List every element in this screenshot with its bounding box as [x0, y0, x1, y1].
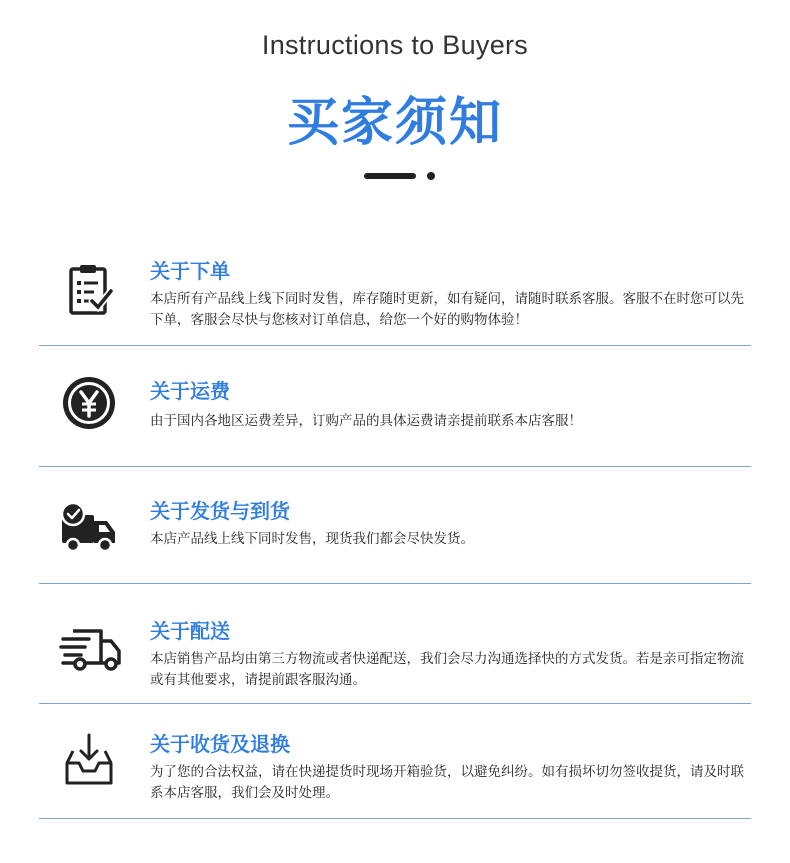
section-title: 关于运费: [150, 379, 230, 403]
chinese-title: 买家须知: [286, 93, 503, 153]
section-receiving-returns: [39, 722, 751, 818]
section-ordering: [39, 250, 751, 345]
section-description: 为了您的合法权益，请在快递提货时现场开箱验货，以避免纠纷。如有损坏切勿签收提货，请及时联系本店客服，我们会及时处理。: [150, 764, 744, 801]
section-title: 关于发货与到货: [150, 499, 290, 523]
section-shipping-fee: [39, 370, 751, 466]
title-decoration-dot: [427, 172, 435, 180]
section-title: 关于配送: [150, 619, 230, 643]
section-description: 本店所有产品线上线下同时发售，库存随时更新，如有疑问，请随时联系客服。客服不在时您可以先下单，客服会尽快与您核对订单信息，给您一个好的购物体验！: [150, 291, 744, 328]
section-description: 由于国内各地区运费差异，订购产品的具体运费请亲提前联系本店客服！: [150, 413, 582, 429]
yen-coin-icon: [59, 373, 119, 433]
section-delivery: [39, 610, 751, 703]
inbox-tray-icon: [59, 731, 119, 791]
section-description: 本店产品线上线下同时发售，现货我们都会尽快发货。: [150, 531, 474, 547]
section-divider: [39, 345, 751, 346]
section-dispatch-arrival: [39, 490, 751, 583]
section-description: 本店销售产品均由第三方物流或者快递配送，我们会尽力沟通选择快的方式发货。若是亲可指定物流或有其他要求，请提前跟客服沟通。: [150, 651, 744, 688]
section-divider: [39, 818, 751, 819]
section-divider: [39, 703, 751, 704]
section-divider: [39, 583, 751, 584]
delivery-truck-check-icon: [59, 499, 119, 559]
title-decoration-bar: [364, 173, 416, 179]
clipboard-check-icon: [59, 261, 119, 321]
section-title: 关于收货及退换: [150, 732, 290, 756]
section-divider: [39, 466, 751, 467]
fast-truck-icon: [59, 619, 123, 679]
section-title: 关于下单: [150, 259, 230, 283]
english-title: Instructions to Buyers: [261, 30, 529, 60]
